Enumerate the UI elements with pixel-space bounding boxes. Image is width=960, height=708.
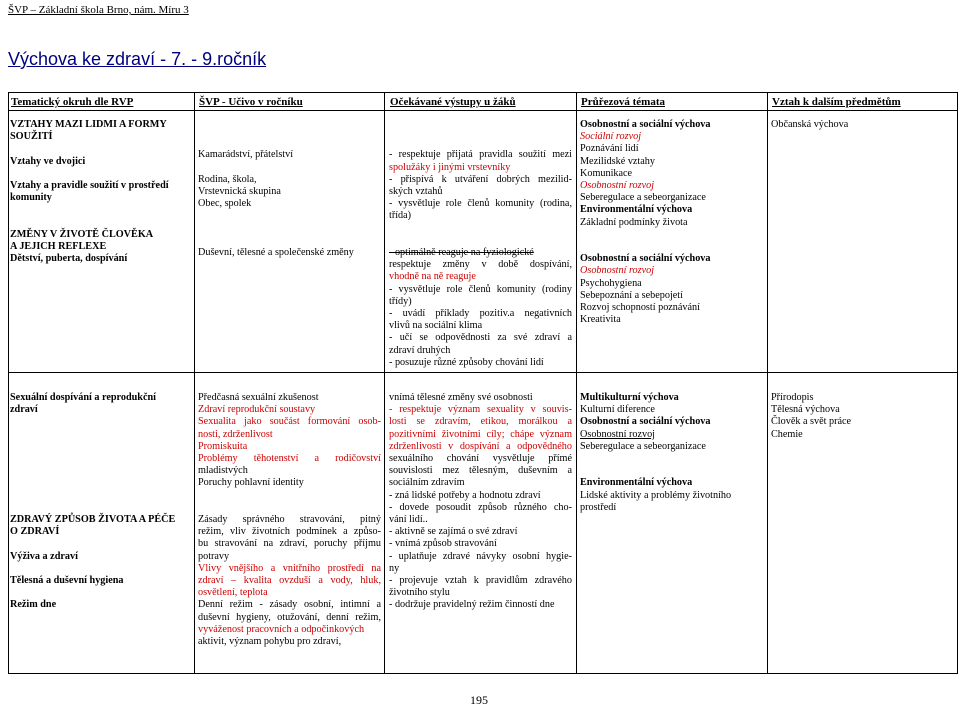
cell-line: Člověk a svět práce (771, 416, 852, 428)
cell-line: Rodina, škola, (198, 173, 257, 185)
cell-line: - dodržuje pravidelný režim činností dne (389, 599, 555, 611)
table-border-bottom (8, 673, 958, 674)
table-border-left (8, 92, 9, 674)
row1-outcomes-cell (389, 125, 572, 369)
cell-line: Vrstevnická skupina (198, 185, 281, 197)
cell-line (198, 137, 381, 149)
row1-topic-cell (10, 119, 192, 265)
cell-line: ny (389, 562, 400, 574)
cell-line (10, 168, 192, 180)
cell-line: Environmentální výchova (580, 204, 693, 216)
cell-line: Psychohygiena (580, 277, 642, 289)
cell-line: třída) (389, 210, 412, 222)
cell-line: aktivit, význam pohybu pro zdraví, (198, 636, 342, 648)
cell-line: Promiskuita (198, 440, 248, 452)
column-header-topic: Tematický okruh dle RVP (11, 96, 134, 108)
cell-line (389, 235, 572, 247)
cell-line: bu stravování na zdraví, poruchy příjmu (198, 538, 381, 550)
cell-line: Základní podmínky života (580, 216, 688, 228)
cell-line: zdraví druhých (389, 344, 451, 356)
cell-line (10, 217, 192, 229)
cell-line: losti se zdravím, etikou, morálkou a (389, 416, 572, 428)
cell-line: Osobnostní a sociální výchova (580, 253, 711, 265)
cell-line: Dětství, puberta, dospívání (10, 253, 128, 265)
cell-line: vlivů na sociální klima (389, 320, 483, 332)
cell-line (198, 210, 381, 222)
cell-line: Sexuální dospívání a reprodukční (10, 392, 156, 403)
row2-relations-cell (771, 392, 955, 441)
cell-line: Osobnostní rozvoj (580, 180, 655, 192)
cell-line: mladistvých (198, 465, 248, 477)
table-col-divider-1 (194, 92, 195, 674)
cell-line: vání lidí.. (389, 514, 428, 526)
column-header-curriculum: ŠVP - Učivo v ročníku (199, 96, 303, 108)
cell-line: osvětlení, teplota (198, 587, 268, 599)
page-number: 195 (470, 693, 488, 707)
cell-line (10, 563, 192, 575)
cell-line: - přispívá k utváření dobrých mezilid- (389, 173, 572, 185)
cell-line: Kreativita (580, 314, 621, 326)
cell-line: - vysvětluje role členů komunity (rodiny (389, 283, 572, 295)
cell-line (198, 235, 381, 247)
curriculum-table (8, 92, 958, 674)
cell-line: Duševní, tělesné a společenské změny (198, 246, 354, 258)
cell-line: Zásady správného stravování, pitný (198, 514, 381, 525)
cell-line (580, 229, 764, 241)
cell-line: vyváženost pracovních a odpočinkových (198, 623, 365, 635)
cell-line (198, 162, 381, 174)
cell-line (10, 416, 192, 428)
row2-topic-cell (10, 392, 192, 611)
cell-line: Kamarádství, přátelství (198, 149, 294, 161)
cell-line: Seberegulace a sebeorganizace (580, 440, 706, 452)
cell-line (198, 502, 381, 514)
cell-line: respektuje změny v době dospívání, (389, 259, 572, 271)
cell-line (10, 477, 192, 489)
cell-line: Osobnostní rozvoj (580, 428, 655, 440)
cell-line (198, 125, 381, 137)
cell-line: - dovede posoudit způsob různého cho- (389, 501, 572, 513)
cell-line: Vztahy ve dvojici (10, 155, 86, 167)
cell-line: Rozvoj schopností poznávání (580, 302, 700, 314)
cell-line (10, 429, 192, 441)
cell-line (580, 453, 764, 465)
row2-outcomes-cell (389, 392, 572, 612)
cell-line (10, 465, 192, 477)
cell-line: Poruchy pohlavní identity (198, 477, 304, 489)
cell-line: Sebepoznání a sebepojetí (580, 289, 683, 301)
cell-line: Obec, spolek (198, 198, 252, 210)
cell-line: Vztahy a pravidle soužití v prostředí (10, 179, 169, 191)
cell-line: Tělesná výchova (771, 404, 840, 416)
cell-line: Výživa a zdraví (10, 550, 78, 562)
cell-line: Vlivy vnějšího a vnitřního prostředí na (198, 562, 381, 574)
cell-line: Poznávání lidí (580, 143, 639, 155)
cell-line: Předčasná sexuální zkušenost (198, 392, 319, 403)
cell-line: VZTAHY MAZI LIDMI A FORMY (10, 119, 167, 130)
cell-line: vhodně na ně reaguje (389, 271, 476, 283)
column-header-themes: Průřezová témata (581, 96, 665, 108)
cell-line: životního stylu (389, 587, 450, 599)
row1-relations-cell (771, 119, 955, 131)
cell-line (198, 223, 381, 235)
cell-line: Režim dne (10, 599, 57, 611)
cell-line (10, 502, 192, 514)
cell-line: - respektuje význam sexuality v souvis- (389, 404, 572, 416)
cell-line: Denní režim - zásady osobní, intimní a (198, 599, 381, 611)
cell-line: Občanská výchova (771, 119, 849, 130)
table-header-divider (8, 110, 958, 111)
cell-line (389, 223, 572, 235)
cell-line: Kulturní diference (580, 404, 655, 416)
cell-line (389, 137, 572, 149)
cell-line: režim, vliv životních podmínek a způso- (198, 526, 381, 538)
cell-line: Problémy těhotenství a rodičovství (198, 453, 381, 465)
cell-line: Sexualita jako součást formování osob- (198, 416, 381, 428)
cell-line: zdraví (10, 404, 38, 416)
document-header: ŠVP – Základní škola Brno, nám. Míru 3 (8, 4, 189, 16)
cell-line: duševní hygieny, otužování, denní režim, (198, 611, 381, 623)
cell-line: Komunikace (580, 167, 633, 179)
cell-line: Lidské aktivity a problémy životního (580, 489, 732, 501)
table-col-divider-2 (384, 92, 385, 674)
row1-curriculum-cell (198, 125, 381, 259)
cell-line: A JEJICH REFLEXE (10, 240, 107, 252)
table-border-right (957, 92, 958, 674)
cell-line (580, 465, 764, 477)
cell-line (10, 453, 192, 465)
cell-line: spolužáky i jinými vrstevníky (389, 161, 511, 173)
cell-line: ZMĚNY V ŽIVOTĚ ČLOVĚKA (10, 228, 154, 240)
column-header-relations: Vztah k dalším předmětům (772, 96, 901, 108)
cell-line: Tělesná a duševní hygiena (10, 574, 124, 586)
table-border-top (8, 92, 958, 93)
cell-line: Multikulturní výchova (580, 392, 679, 403)
cell-line: sociálním zdravím (389, 477, 465, 489)
cell-line (10, 587, 192, 599)
cell-line: Seberegulace a sebeorganizace (580, 192, 706, 204)
cell-line (10, 204, 192, 216)
cell-line: SOUŽITÍ (10, 131, 53, 143)
cell-line: Osobnostní a sociální výchova (580, 119, 711, 130)
cell-line: Sociální rozvoj (580, 131, 642, 143)
cell-line (10, 490, 192, 502)
row2-curriculum-cell (198, 392, 381, 648)
cell-line: - učí se odpovědnosti za své zdraví a (389, 332, 572, 344)
cell-line: prostředí (580, 501, 617, 513)
cell-line (10, 538, 192, 550)
cell-line: ských vztahů (389, 185, 443, 197)
row2-themes-cell (580, 392, 764, 514)
cell-line: - respektuje přijatá pravidla soužití mezi (389, 149, 572, 161)
page-title: Výchova ke zdraví - 7. - 9.ročník (8, 49, 267, 69)
table-col-divider-4 (767, 92, 768, 674)
cell-line (389, 125, 572, 137)
cell-line: Environmentální výchova (580, 477, 693, 489)
cell-line (198, 490, 381, 502)
cell-line: pozitivními životními cíly; chápe význam (389, 428, 572, 440)
cell-line: nosti, zdrženlivost (198, 428, 273, 440)
row1-themes-cell (580, 119, 764, 326)
column-header-outcomes: Očekávané výstupy u žáků (390, 96, 516, 108)
cell-line: Osobnostní a sociální výchova (580, 416, 711, 428)
cell-line: zdraví – kvalita ovzduší a vody, hluk, (198, 575, 381, 587)
cell-line: třídy) (389, 295, 412, 307)
cell-line: - posuzuje různé způsoby chování lidí (389, 356, 544, 368)
cell-line: ZDRAVÝ ZPŮSOB ŽIVOTA A PÉČE (10, 513, 176, 525)
cell-line: - vnímá způsob stravování (389, 538, 497, 550)
cell-line: Osobnostní rozvoj (580, 265, 655, 277)
cell-line: komunity (10, 192, 52, 204)
table-col-divider-3 (576, 92, 577, 674)
cell-line: - uplatňuje zdravé návyky osobní hygie- (389, 550, 572, 562)
cell-line: - projevuje vztah k pravidlům zdravého (389, 575, 572, 587)
cell-line: - uvádí příklady pozitiv.a negativních (389, 307, 572, 319)
cell-line: Mezilidské vztahy (580, 155, 655, 167)
cell-line: - zná lidské potřeby a hodnotu zdraví (389, 489, 541, 501)
cell-line (10, 143, 192, 155)
cell-line: - aktivně se zajímá o své zdraví (389, 526, 518, 538)
cell-line (10, 441, 192, 453)
cell-line: sexuálního chování vysvětluje přímé (389, 453, 572, 465)
cell-line: Zdraví reprodukční soustavy (198, 404, 316, 416)
cell-line: zdrženlivosti v dospívání a odpovědného (389, 440, 572, 452)
table-row-divider (8, 372, 958, 373)
cell-line: Přírodopis (771, 392, 814, 403)
cell-line: - optimálně reaguje na fyziologické (389, 246, 534, 258)
cell-line: O ZDRAVÍ (10, 526, 60, 538)
cell-line: vnímá tělesné změny své osobnosti (389, 392, 533, 403)
cell-line: - vysvětluje role členů komunity (rodina, (389, 198, 572, 210)
cell-line: Chemie (771, 428, 803, 440)
cell-line: potravy (198, 550, 230, 562)
cell-line: souvislosti mez tělesným, duševním a (389, 465, 572, 477)
cell-line (580, 241, 764, 253)
